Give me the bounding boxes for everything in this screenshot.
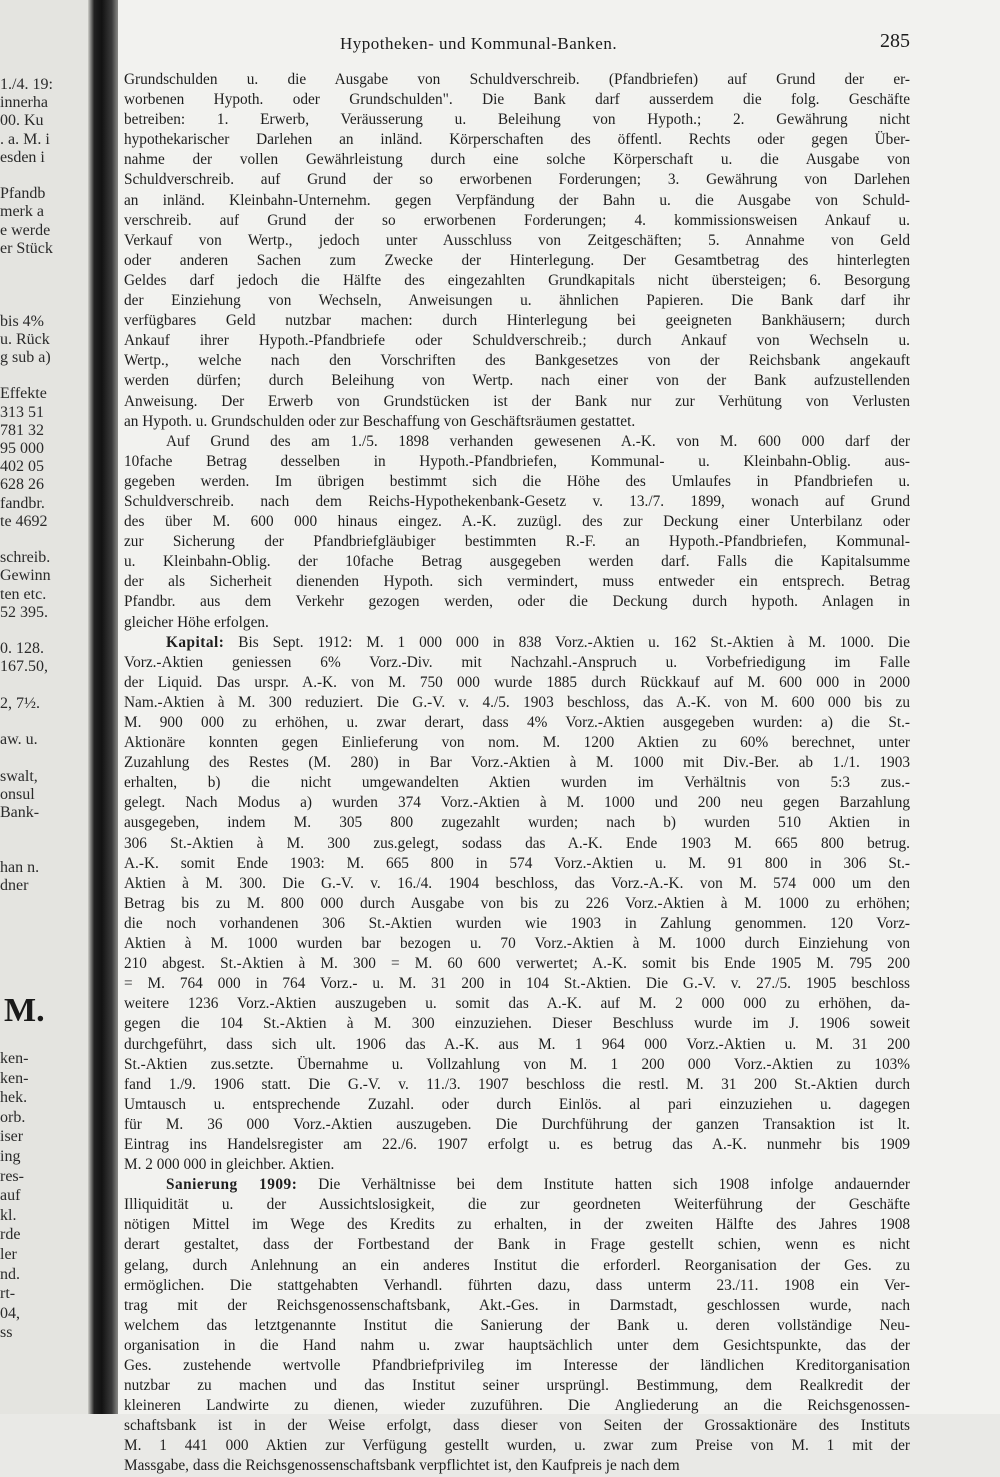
text-line: gelang, durch Anlehnung an ein anderes Institut die erforderl. Reorganisation der Ges. zu	[124, 1256, 910, 1274]
left-fragment-line: 1./4. 19:	[0, 76, 53, 93]
text-line: Massgabe, dass die Reichsgenossenschaftsbank verpflichtet ist, den Kaufpreis je nach dem	[124, 1457, 680, 1475]
left-fragment-line: fandbr.	[0, 494, 45, 512]
text-line: Umtausch u. entsprechende Zuzahl. oder durch Einlös. al pari einzuziehen u. dagegen	[124, 1095, 910, 1113]
text-line: für M. 36 000 Vorz.-Aktien auszugeben. Die Durchführung der ganzen Transaktion ist lt.	[124, 1115, 910, 1133]
text-line	[124, 1175, 910, 1195]
section-heading-sanierung: Sanierung 1909:	[166, 1176, 298, 1194]
text-line: hypothekarischer Darlehen an inländ. Körperschaften des öffentl. Rechts oder gegen Über-	[124, 131, 910, 149]
left-fragment-line: swalt,	[0, 767, 38, 785]
left-fragment-line: 2, 7½.	[0, 694, 40, 712]
left-fragment-line: bis 4%	[0, 312, 44, 330]
text-line: derart gestaltet, dass der Fortbestand der Bank in Frage gestellt schien, wenn es nicht	[124, 1236, 910, 1254]
text-line: verfügbares Geld nutzbar machen: durch Hinterlegung bei geeigneten Bankhäusern; durch	[124, 312, 910, 330]
left-fragment-line: orb.	[0, 1108, 26, 1126]
text-line: 306 St.-Aktien à M. 300 zus.gelegt, sodass das A.-K. Ende 1903 M. 665 800 betrug.	[124, 834, 910, 852]
text-line: nahme der vollen Gewährleistung durch eine solche Körperschaft u. die Ausgabe von	[124, 151, 910, 169]
paragraph-bank-business	[124, 70, 910, 432]
text-line: an Hypoth. u. Grundschulden oder zur Beschaffung von Geschäftsräumen gestattet.	[124, 412, 636, 430]
text-line: schaftsbank ist in der Weise erfolgt, dass dieser von Seiten der Grossaktionäre des Instituts	[124, 1417, 910, 1435]
left-fragment-line: onsul	[0, 785, 35, 803]
text-line: St.-Aktien zus.setzte. Übernahme u. Vollzahlung von M. 1 200 000 Vorz.-Aktien zu 103%	[124, 1055, 910, 1073]
left-fragment-line: rt-	[0, 1285, 16, 1303]
left-fragment-line: 628 26	[0, 476, 44, 494]
left-fragment-line: g sub a)	[0, 349, 51, 366]
text-line: fand 1./9. 1906 statt. Die G.-V. v. 11./3. 1907 beschloss die restl. M. 31 200 St.-Aktien durch	[124, 1075, 910, 1093]
text-line: M. 1 441 000 Aktien zur Verfügung gestellt wurden, u. zwar zum Preise von M. 1 mit der	[124, 1437, 910, 1455]
left-fragment-line: han n.	[0, 858, 40, 876]
text-line: Anweisung. Der Erwerb von Grundstücken ist der Bank nur zur Verhütung von Verlusten	[124, 392, 910, 410]
text-line: M. 2 000 000 in gleichber. Aktien.	[124, 1156, 335, 1174]
text-line: gegeben werden. Im übrigen bestimmt sich die Höhe des Umlaufes in Pfandbriefen u.	[124, 472, 910, 490]
text-line: Aktionäre konnten gegen Einlieferung von nom. M. 1200 Aktien zu 60% berechnet, unter	[124, 734, 910, 752]
text-line-content: Bis Sept. 1912: M. 1 000 000 in 838 Vorz.-Aktien u. 162 St.-Aktien à M. 1000. Die	[224, 633, 910, 651]
text-line: werden dürfen; durch Beleihung von Wertp. nach einer von der Bank aufzustellenden	[124, 372, 910, 390]
left-fragment-line: res-	[0, 1167, 24, 1185]
left-fragment-line: rde	[0, 1226, 21, 1244]
left-fragment-line: dner	[0, 876, 29, 894]
text-line: Aktien à M. 1000 wurden bar bezogen u. 70 Vorz.-Aktien à M. 1000 durch Einziehung von	[124, 935, 910, 953]
text-line: gegen die 104 St.-Aktien à M. 300 einzuziehen. Dieser Beschluss wurde im J. 1906 soweit	[124, 1015, 910, 1033]
text-line: Ges. zustehende wertvolle Pfandbriefprivileg im Interesse der ländlichen Kreditorganisation	[124, 1357, 910, 1374]
text-line: Vorz.-Aktien geniessen 6% Vorz.-Div. mit Nachzahl.-Anspruch u. Vorbefriedigung im Falle	[124, 653, 910, 671]
text-line: betreiben: 1. Erwerb, Veräusserung u. Beleihung von Hypoth.; 2. Gewährung nicht	[124, 111, 910, 129]
left-fragment-line: kl.	[0, 1206, 17, 1224]
text-line: worbenen Hypoth. oder Grundschulden". Die Bank darf ausserdem die folg. Geschäfte	[124, 91, 910, 109]
left-fragment-line: 95 000	[0, 440, 44, 457]
left-page-fragment	[0, 0, 92, 1414]
text-line: Eintrag ins Handelsregister am 22./6. 1907 erfolgt u. es betrug das A.-K. nunmehr bis 1909	[124, 1135, 910, 1153]
text-line: Wertp., welche nach den Vorschriften des Bankgesetzes von der Reichsbank angekauft	[124, 352, 910, 370]
left-fragment-line: Pfandb	[0, 185, 46, 203]
text-line: erhalten, b) die nicht umgewandelten Aktien wurden im Verhältnis von 5:3 zus.-	[124, 774, 910, 792]
text-line	[124, 633, 910, 653]
running-head: Hypotheken- und Kommunal-Banken.	[340, 34, 618, 53]
left-fragment-line: nd.	[0, 1265, 20, 1283]
left-fragment-line: . a. M. i	[0, 130, 50, 148]
text-line: verschreib. auf Grund der so erworbenen Forderungen; 4. kommissionsweisen Ankauf u.	[124, 211, 910, 229]
left-fragment-line: 167.50,	[0, 658, 48, 676]
text-line: Auf Grund des am 1./5. 1898 verhanden gewesenen A.-K. von M. 600 000 darf der	[166, 432, 910, 450]
left-fragment-line: merk a	[0, 203, 44, 221]
text-line: Illiquidität u. der Aussichtslosigkeit, die zur geordneten Weiterführung der Geschäfte	[124, 1196, 910, 1214]
left-fragment-line: ss	[0, 1324, 13, 1342]
left-fragment-line: Bank-	[0, 804, 40, 821]
text-line: gleicher Höhe erfolgen.	[124, 613, 269, 631]
left-fragment-line: u. Rück	[0, 330, 50, 348]
text-line: Zuzahlung des Restes (M. 280) in Bar Vorz.-Aktien à M. 1000 mit Div.-Ber. ab 1./1. 1903	[124, 754, 910, 772]
text-line: Aktien à M. 300. Die G.-V. v. 16./4. 1904 beschloss, das Vorz.-A.-K. von M. 574 000 um den	[124, 874, 910, 892]
left-fragment-line: aw. u.	[0, 731, 38, 749]
section-heading-kapital: Kapital:	[166, 633, 225, 651]
text-line: Ankauf ihrer Hypoth.-Pfandbriefe oder Schuldverschreib.; durch Ankauf von Wechseln u.	[124, 332, 910, 350]
left-fragment-line: schreib.	[0, 549, 51, 567]
paragraph-pfandbrief-limit	[124, 432, 910, 633]
left-fragment-line: te 4692	[0, 512, 48, 530]
text-line: ermöglichen. Die stattgehabten Verhandl. führten dazu, dass unterm 23./11. 1908 ein Ver-	[124, 1276, 910, 1294]
left-fragment-line: e werde	[0, 221, 51, 239]
text-line: Pfandbr. aus dem Verkehr gezogen werden, oder die Deckung durch hypoth. Anlagen in	[124, 593, 910, 611]
page-number: 285	[880, 30, 910, 52]
text-line: A.-K. somit Ende 1903: M. 665 800 in 574 Vorz.-Aktien u. M. 91 800 in 306 St.-	[124, 854, 910, 872]
left-fragment-line: hek.	[0, 1089, 28, 1107]
left-fragment-line: er Stück	[0, 239, 53, 257]
right-page	[118, 0, 1000, 1475]
text-line: nötigen Mittel im Wege des Kredits zu erhalten, in der zweiten Hälfte des Jahres 1908	[124, 1216, 910, 1234]
text-line: 210 abgest. St.-Aktien à M. 300 = M. 60 600 verwertet; A.-K. somit bis Ende 1905 M. 795 200	[124, 955, 910, 973]
book-gutter	[88, 0, 122, 1414]
text-line: durchgeführt, dass sich ult. 1906 das A.-K. aus M. 1 964 000 Vorz.-Aktien u. M. 31 200	[124, 1035, 910, 1053]
text-line: Grundschulden u. die Ausgabe von Schuldverschreib. (Pfandbriefen) auf Grund der er-	[124, 71, 910, 88]
text-line-content: Die Verhältnisse bei dem Institute hatten sich 1908 infolge andauernder	[297, 1176, 910, 1194]
text-line: Geldes darf jedoch die Hälfte des eingezahlten Grundkapitals nicht übersteigen; 6. Besorgung	[124, 271, 910, 289]
paragraph-sanierung	[124, 1175, 910, 1476]
text-line: Verkauf von Wertp., jedoch unter Ausschluss von Zeitgeschäften; 5. Annahme von Geld	[124, 231, 910, 249]
text-line: ausgegeben, indem M. 305 800 zugezahlt wurden; nach b) wurden 510 Aktien in	[124, 814, 910, 832]
left-fragment-line: 00. Ku	[0, 112, 44, 130]
left-fragment-line: 402 05	[0, 458, 44, 476]
left-fragment-line: Gewinn	[0, 567, 51, 585]
left-fragment-line: ken-	[0, 1050, 29, 1067]
text-line: kleineren Landwirte zu dienen, wieder zuzuführen. Die Angliederung an die Reichsgenossen-	[124, 1397, 910, 1415]
text-line: u. Kleinbahn-Oblig. der 10fache Betrag ausgegeben werden darf. Falls die Kapitalsumme	[124, 553, 910, 571]
text-line: welchem das letztgenannte Institut die Sanierung der Bank u. deren vollständige Neu-	[124, 1316, 910, 1334]
left-fragment-line: 781 32	[0, 421, 44, 439]
text-line: Schuldverschreib. auf Grund der so erworbenen Forderungen; 3. Gewährung von Darlehen	[124, 171, 910, 189]
left-fragment-line: auf	[0, 1187, 21, 1205]
left-fragment-line: ten etc.	[0, 585, 47, 603]
text-line: Schuldverschreib. nach dem Reichs-Hypothekenbank-Gesetz v. 13./7. 1899, wonach auf Grund	[124, 492, 910, 510]
text-line: weitere 1236 Vorz.-Aktien auszugeben u. somit das A.-K. auf M. 2 000 000 zu erhöhen, da-	[124, 995, 910, 1013]
text-line: der Liquid. Das urspr. A.-K. von M. 750 000 wurde 1885 durch Rückkauf auf M. 600 000 in 2000	[124, 673, 910, 691]
left-fragment-line: ler	[0, 1246, 17, 1263]
text-line: trag mit der Reichsgenossenschaftsbank, Akt.-Ges. in Darmstadt, geschlossen wurde, nach	[124, 1296, 910, 1314]
text-line: Nam.-Aktien à M. 300 reduziert. Die G.-V. v. 4./5. 1903 beschloss, das A.-K. von M. 600 000 bis zu	[124, 693, 910, 711]
text-line: nutzbar zu machen und das Institut seiner ursprüngl. Bestimmung, dem Realkredit der	[124, 1377, 910, 1395]
left-fragment-line: iser	[0, 1128, 24, 1146]
text-line: an inländ. Kleinbahn-Unternehm. gegen Verpfändung der Bahn u. die Ausgabe von Schuld-	[124, 191, 910, 209]
body-text	[124, 70, 910, 1477]
text-line: organisation in die Hand nahm u. zwar hauptsächlich unter dem Gesichtspunkte, das der	[124, 1336, 910, 1354]
left-fragment-line: 52 395.	[0, 603, 48, 621]
left-fragment-line: 0. 128.	[0, 640, 44, 658]
text-line: Betrag bis zu M. 800 000 durch Ausgabe von bis zu 226 Vorz.-Aktien à M. 1000 zu erhöhen;	[124, 894, 910, 912]
text-line: des über M. 600 000 hinaus eingez. A.-K. zuzügl. des zur Deckung einer Unterbilanz oder	[124, 513, 910, 531]
text-line: der Einziehung von Wechseln, Anweisungen u. ähnlichen Papieren. Die Bank darf ihr	[124, 292, 910, 310]
left-fragment-line: innerha	[0, 94, 48, 112]
left-fragment-line: 313 51	[0, 403, 44, 421]
text-line: 10fache Betrag desselben in Hypoth.-Pfandbriefen, Kommunal- u. Kleinbahn-Oblig. aus-	[124, 452, 910, 470]
left-fragment-line: Effekte	[0, 385, 47, 403]
text-line: die noch vorhandenen 306 St.-Aktien wurden wie 1903 in Zahlung genommen. 120 Vorz-	[124, 914, 910, 932]
left-fragment-line: ing	[0, 1148, 21, 1165]
left-fragment-heading: M.	[4, 992, 45, 1029]
paragraph-kapital	[124, 633, 910, 1176]
text-line: M. 900 000 zu erhöhen, u. zwar derart, dass 4% Vorz.-Aktien ausgegeben wurden: a) die St.-	[124, 714, 910, 731]
text-line: zur Sicherung der Pfandbriefgläubiger bestimmten R.-F. an Hypoth.-Pfandbriefen, Kommunal-	[124, 533, 910, 551]
left-fragment-line: esden i	[0, 148, 45, 166]
text-line: = M. 764 000 in 764 Vorz.- u. M. 31 200 in 104 St.-Aktien. Die G.-V. v. 27./5. 1905 beschloss	[124, 975, 910, 993]
left-fragment-line: ken-	[0, 1069, 29, 1087]
text-line: gelegt. Nach Modus a) wurden 374 Vorz.-Aktien à M. 1000 und 200 neu gegen Barzahlung	[124, 794, 910, 812]
text-line: der als Sicherheit dienenden Hypoth. sich vermindert, muss entweder ein entsprech. Betrag	[124, 573, 910, 591]
text-line: oder anderen Sachen zum Zwecke der Hinterlegung. Der Gesamtbetrag des hinterlegten	[124, 251, 910, 269]
left-fragment-line: 04,	[0, 1304, 20, 1322]
